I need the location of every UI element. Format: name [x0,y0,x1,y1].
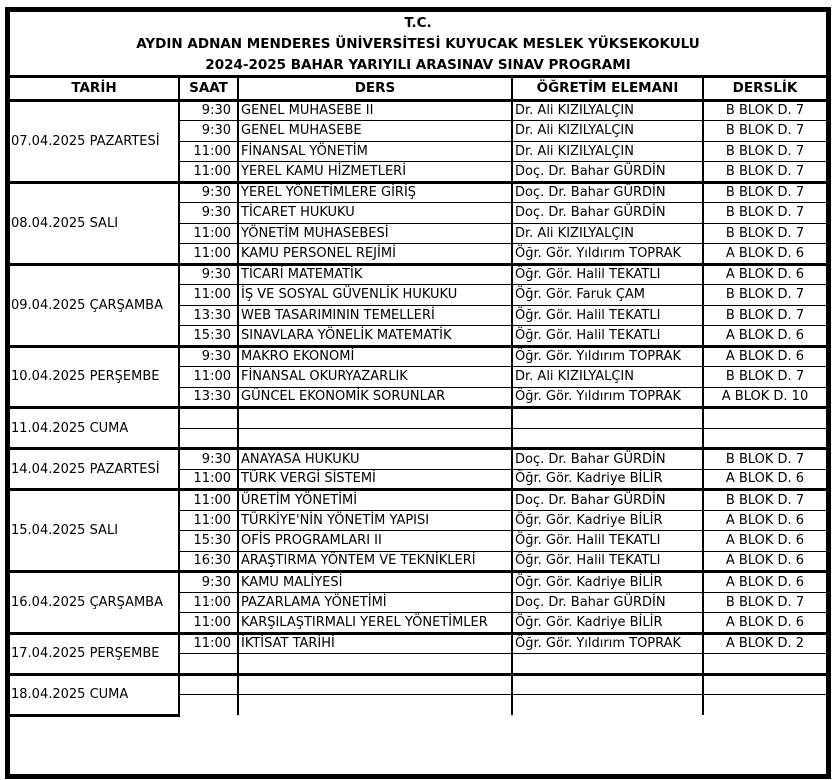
cell-room: A BLOK D. 2 [703,633,826,654]
cell-course: TİCARİ MATEMATİK [238,264,512,285]
cell-instructor [512,695,703,716]
cell-course [238,428,512,449]
cell-date: 11.04.2025 CUMA [10,408,179,449]
cell-course: GENEL MUHASEBE II [238,100,512,121]
cell-course: WEB TASARIMININ TEMELLERİ [238,305,512,326]
cell-time [179,674,238,695]
cell-time: 11:00 [179,613,238,634]
cell-time: 9:30 [179,121,238,142]
cell-room [703,674,826,695]
cell-instructor: Öğr. Gör. Faruk ÇAM [512,285,703,306]
table-row [10,100,826,121]
cell-course [238,654,512,675]
cell-room: A BLOK D. 6 [703,613,826,634]
cell-time: 9:30 [179,182,238,203]
cell-course: KAMU MALİYESİ [238,572,512,593]
cell-instructor [512,674,703,695]
cell-room: B BLOK D. 7 [703,203,826,224]
column-header-row [10,78,826,100]
cell-room: A BLOK D. 6 [703,346,826,367]
cell-room: B BLOK D. 7 [703,305,826,326]
cell-time: 11:00 [179,469,238,490]
cell-room: B BLOK D. 7 [703,592,826,613]
cell-room: A BLOK D. 6 [703,510,826,531]
cell-date: 17.04.2025 PERŞEMBE [10,633,179,674]
cell-time: 9:30 [179,100,238,121]
cell-time: 15:30 [179,326,238,347]
cell-instructor: Öğr. Gör. Halil TEKATLI [512,551,703,572]
cell-time: 11:00 [179,633,238,654]
column-header-course: DERS [238,78,512,100]
cell-room: A BLOK D. 6 [703,326,826,347]
cell-room: B BLOK D. 7 [703,285,826,306]
cell-instructor [512,428,703,449]
table-row [10,264,826,285]
table-row [10,182,826,203]
cell-instructor: Doç. Dr. Bahar GÜRDİN [512,592,703,613]
cell-course: ARAŞTIRMA YÖNTEM VE TEKNİKLERİ [238,551,512,572]
cell-time: 11:00 [179,367,238,388]
cell-time: 9:30 [179,572,238,593]
cell-course: TÜRKİYE'NİN YÖNETİM YAPISI [238,510,512,531]
cell-room [703,408,826,429]
cell-instructor: Öğr. Gör. Halil TEKATLI [512,326,703,347]
cell-instructor: Dr. Ali KIZILYALÇIN [512,121,703,142]
cell-instructor: Doç. Dr. Bahar GÜRDİN [512,182,703,203]
cell-course: YEREL KAMU HİZMETLERİ [238,162,512,183]
cell-time: 9:30 [179,203,238,224]
cell-time: 9:30 [179,449,238,470]
cell-instructor: Öğr. Gör. Kadriye BİLİR [512,510,703,531]
cell-instructor: Öğr. Gör. Kadriye BİLİR [512,613,703,634]
column-header-date: TARİH [10,78,179,100]
cell-room: B BLOK D. 7 [703,141,826,162]
cell-instructor: Doç. Dr. Bahar GÜRDİN [512,203,703,224]
cell-instructor: Dr. Ali KIZILYALÇIN [512,100,703,121]
cell-time: 13:30 [179,387,238,408]
cell-time: 11:00 [179,244,238,265]
cell-room: B BLOK D. 7 [703,182,826,203]
table-row [10,408,826,429]
cell-course: GENEL MUHASEBE [238,121,512,142]
cell-room: B BLOK D. 7 [703,223,826,244]
cell-time [179,408,238,429]
cell-room: B BLOK D. 7 [703,367,826,388]
schedule-body [10,100,826,715]
cell-room: A BLOK D. 10 [703,387,826,408]
table-row [10,633,826,654]
cell-room [703,695,826,716]
cell-course: SINAVLARA YÖNELİK MATEMATİK [238,326,512,347]
cell-room: A BLOK D. 6 [703,531,826,552]
cell-time [179,428,238,449]
cell-time: 11:00 [179,592,238,613]
cell-instructor: Dr. Ali KIZILYALÇIN [512,223,703,244]
cell-room: A BLOK D. 6 [703,264,826,285]
cell-course: FİNANSAL OKURYAZARLIK [238,367,512,388]
exam-schedule-table [10,78,826,717]
cell-room: B BLOK D. 7 [703,100,826,121]
cell-course: FİNANSAL YÖNETİM [238,141,512,162]
column-header-instructor: ÖĞRETİM ELEMANI [512,78,703,100]
cell-time: 9:30 [179,264,238,285]
cell-room [703,428,826,449]
cell-room: A BLOK D. 6 [703,469,826,490]
cell-course [238,695,512,716]
cell-instructor: Öğr. Gör. Halil TEKATLI [512,305,703,326]
cell-room: B BLOK D. 7 [703,490,826,511]
cell-date: 09.04.2025 ÇARŞAMBA [10,264,179,346]
cell-date: 16.04.2025 ÇARŞAMBA [10,572,179,634]
cell-room: A BLOK D. 6 [703,572,826,593]
cell-room: A BLOK D. 6 [703,551,826,572]
cell-instructor: Öğr. Gör. Yıldırım TOPRAK [512,244,703,265]
cell-instructor [512,654,703,675]
header-line-program-title: 2024-2025 BAHAR YARIYILI ARASINAV SINAV PROGRAMI [205,57,631,73]
cell-date: 08.04.2025 SALI [10,182,179,264]
header-line-tc: T.C. [404,15,432,31]
cell-instructor: Öğr. Gör. Halil TEKATLI [512,531,703,552]
cell-instructor: Öğr. Gör. Kadriye BİLİR [512,572,703,593]
cell-room: B BLOK D. 7 [703,449,826,470]
cell-date: 14.04.2025 PAZARTESİ [10,449,179,490]
cell-course: TÜRK VERGİ SİSTEMİ [238,469,512,490]
column-header-time: SAAT [179,78,238,100]
cell-room: B BLOK D. 7 [703,121,826,142]
cell-time: 11:00 [179,223,238,244]
table-row [10,572,826,593]
cell-date: 15.04.2025 SALI [10,490,179,572]
cell-room: B BLOK D. 7 [703,162,826,183]
cell-course: YEREL YÖNETİMLERE GİRİŞ [238,182,512,203]
cell-instructor: Doç. Dr. Bahar GÜRDİN [512,490,703,511]
header-line-institution: AYDIN ADNAN MENDERES ÜNİVERSİTESİ KUYUCAK MESLEK YÜKSEKOKULU [136,36,700,52]
cell-course: MAKRO EKONOMİ [238,346,512,367]
cell-course [238,408,512,429]
cell-instructor: Dr. Ali KIZILYALÇIN [512,141,703,162]
cell-course: YÖNETİM MUHASEBESİ [238,223,512,244]
table-row [10,490,826,511]
cell-date: 18.04.2025 CUMA [10,674,179,715]
cell-time: 11:00 [179,510,238,531]
cell-course: OFİS PROGRAMLARI II [238,531,512,552]
column-header-room: DERSLİK [703,78,826,100]
cell-course: İKTİSAT TARİHİ [238,633,512,654]
document-header [10,12,826,78]
cell-date: 07.04.2025 PAZARTESİ [10,100,179,182]
cell-course: ÜRETİM YÖNETİMİ [238,490,512,511]
cell-course: İŞ VE SOSYAL GÜVENLİK HUKUKU [238,285,512,306]
cell-instructor: Doç. Dr. Bahar GÜRDİN [512,162,703,183]
cell-date: 10.04.2025 PERŞEMBE [10,346,179,408]
cell-course: KAMU PERSONEL REJİMİ [238,244,512,265]
cell-time: 11:00 [179,490,238,511]
cell-instructor: Öğr. Gör. Kadriye BİLİR [512,469,703,490]
cell-course: TİCARET HUKUKU [238,203,512,224]
cell-time: 15:30 [179,531,238,552]
table-row [10,449,826,470]
cell-time [179,654,238,675]
table-row [10,346,826,367]
cell-time: 13:30 [179,305,238,326]
cell-course: ANAYASA HUKUKU [238,449,512,470]
cell-course: KARŞILAŞTIRMALI YEREL YÖNETİMLER [238,613,512,634]
cell-time: 16:30 [179,551,238,572]
cell-instructor: Öğr. Gör. Halil TEKATLI [512,264,703,285]
cell-course: PAZARLAMA YÖNETİMİ [238,592,512,613]
cell-time: 11:00 [179,285,238,306]
cell-room: A BLOK D. 6 [703,244,826,265]
cell-instructor: Öğr. Gör. Yıldırım TOPRAK [512,387,703,408]
cell-instructor: Öğr. Gör. Yıldırım TOPRAK [512,346,703,367]
cell-time: 9:30 [179,346,238,367]
cell-instructor: Öğr. Gör. Yıldırım TOPRAK [512,633,703,654]
cell-room [703,654,826,675]
cell-instructor: Doç. Dr. Bahar GÜRDİN [512,449,703,470]
cell-course: GÜNCEL EKONOMİK SORUNLAR [238,387,512,408]
table-row [10,674,826,695]
cell-time: 11:00 [179,162,238,183]
exam-schedule-sheet [5,7,831,779]
cell-time [179,695,238,716]
cell-course [238,674,512,695]
cell-time: 11:00 [179,141,238,162]
cell-instructor: Dr. Ali KIZILYALÇIN [512,367,703,388]
cell-instructor [512,408,703,429]
